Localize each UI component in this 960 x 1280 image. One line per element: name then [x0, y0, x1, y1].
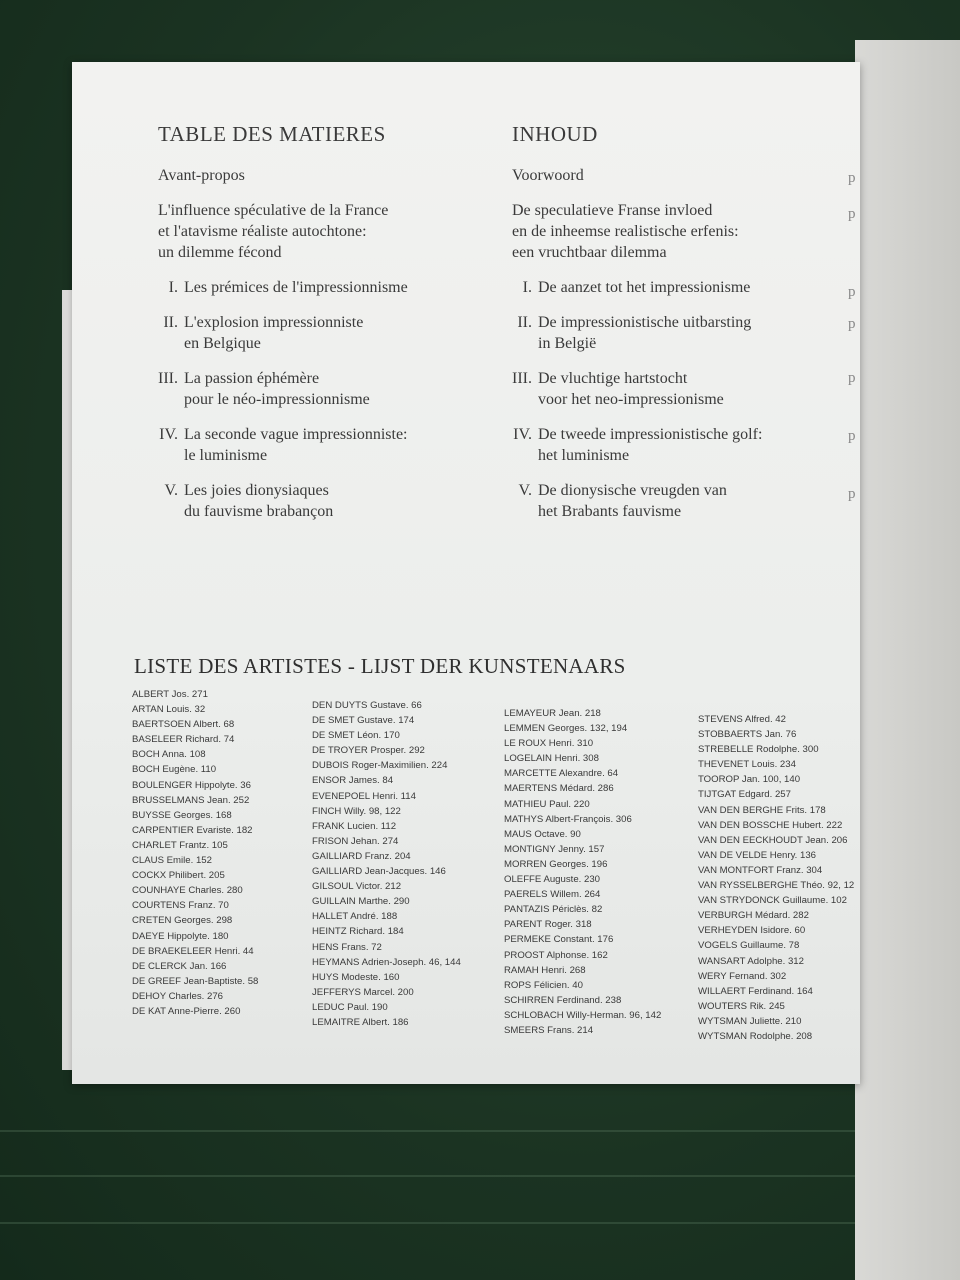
artist-entry: LEMMEN Georges. 132, 194	[504, 723, 628, 735]
toc-entry	[158, 368, 498, 410]
artist-entry: LEDUC Paul. 190	[312, 1001, 388, 1013]
toc-dutch	[512, 122, 852, 536]
artist-entry: GILSOUL Victor. 212	[312, 881, 402, 893]
toc-entry-text: in België	[538, 335, 597, 352]
toc-entry-text: La seconde vague impressionniste:	[184, 426, 408, 443]
artist-entry: BRUSSELMANS Jean. 252	[132, 794, 250, 806]
artist-entry: ARTAN Louis. 32	[132, 704, 206, 716]
toc-entry-number: I.	[522, 279, 532, 296]
artist-entry: WILLAERT Ferdinand. 164	[698, 985, 813, 997]
toc-entry-text: een vruchtbaar dilemma	[512, 244, 667, 261]
page-number-mark: p	[848, 370, 856, 386]
artist-entry: DAEYE Hippolyte. 180	[132, 930, 229, 942]
artist-entry: ROPS Félicien. 40	[504, 979, 583, 991]
toc-entry-text: le luminisme	[184, 447, 268, 464]
toc-entry-text: voor het neo-impressionisme	[538, 391, 724, 408]
toc-entry	[512, 165, 852, 186]
artist-entry: COURTENS Franz. 70	[132, 900, 229, 912]
toc-entry	[158, 480, 498, 522]
artist-entry: VAN DEN EECKHOUDT Jean. 206	[698, 834, 848, 846]
toc-entry-text: het Brabants fauvisme	[538, 503, 682, 520]
toc-entry-text: het luminisme	[538, 447, 630, 464]
toc-entry	[158, 312, 498, 354]
page-number-mark: p	[848, 316, 856, 332]
facing-page-edge	[855, 40, 960, 1280]
artist-entry: VAN DEN BERGHE Frits. 178	[698, 804, 826, 816]
artist-entry: OLEFFE Auguste. 230	[504, 874, 600, 886]
toc-entry	[158, 200, 498, 263]
artists-column-3	[504, 706, 661, 1038]
toc-entry-text: du fauvisme brabançon	[184, 503, 334, 520]
artist-entry: BOCH Anna. 108	[132, 749, 206, 761]
artist-entry: DEN DUYTS Gustave. 66	[312, 700, 422, 711]
toc-entry	[512, 480, 852, 522]
toc-entry-number: IV.	[513, 426, 532, 443]
toc-entry-text: De speculatieve Franse invloed	[512, 202, 713, 219]
artist-entry: HEYMANS Adrien-Joseph. 46, 144	[312, 956, 461, 968]
toc-entry	[512, 424, 852, 466]
page-number-mark: p	[848, 170, 856, 186]
artist-entry: MARCETTE Alexandre. 64	[504, 768, 619, 780]
toc-dutch-title: INHOUD	[512, 122, 598, 146]
artist-entry: ENSOR James. 84	[312, 775, 394, 787]
artist-entry: COUNHAYE Charles. 280	[132, 885, 243, 897]
toc-entry	[158, 165, 498, 186]
page-number-mark: p	[848, 486, 856, 502]
toc-entry-text: en Belgique	[184, 335, 261, 352]
artist-entry: EVENEPOEL Henri. 114	[312, 790, 416, 802]
toc-entry-number: V.	[518, 482, 532, 499]
artists-column-4	[698, 712, 854, 1044]
toc-entry	[158, 424, 498, 466]
artist-entry: BOCH Eugène. 110	[132, 764, 217, 776]
artist-entry: MAERTENS Médard. 286	[504, 783, 614, 795]
artist-entry: DE GREEF Jean-Baptiste. 58	[132, 975, 259, 987]
artist-entry: WYTSMAN Rodolphe. 208	[698, 1030, 813, 1042]
artists-column-2	[312, 698, 461, 1030]
toc-entry-number: IV.	[159, 426, 178, 443]
artist-entry: VERBURGH Médard. 282	[698, 910, 809, 922]
artist-entry: WYTSMAN Juliette. 210	[698, 1015, 802, 1027]
artist-entry: LEMAITRE Albert. 186	[312, 1016, 409, 1028]
page-number-mark: p	[848, 284, 856, 300]
toc-entry-text: Les joies dionysiaques	[184, 482, 329, 499]
artist-entry: STEVENS Alfred. 42	[698, 714, 786, 725]
artist-entry: TOOROP Jan. 100, 140	[698, 774, 801, 786]
toc-entry-text: L'explosion impressionniste	[184, 314, 364, 331]
artist-entry: DE BRAEKELEER Henri. 44	[132, 945, 254, 957]
toc-entry-number: I.	[168, 279, 178, 296]
toc-entry-text: Voorwoord	[512, 167, 584, 184]
artist-entry: MORREN Georges. 196	[504, 858, 608, 870]
artist-entry: VAN STRYDONCK Guillaume. 102	[698, 895, 847, 907]
artist-entry: WOUTERS Rik. 245	[698, 1000, 785, 1012]
page-number-mark: p	[848, 206, 856, 222]
artist-entry: CRETEN Georges. 298	[132, 915, 233, 927]
felt-stitch-line	[0, 1175, 960, 1177]
artist-entry: GAILLIARD Franz. 204	[312, 850, 411, 862]
artist-entry: JEFFERYS Marcel. 200	[312, 986, 414, 998]
artist-entry: STOBBAERTS Jan. 76	[698, 729, 797, 741]
artist-entry: DE TROYER Prosper. 292	[312, 745, 425, 757]
artist-entry: DEHOY Charles. 276	[132, 990, 224, 1002]
toc-entry-text: De impressionistische uitbarsting	[538, 314, 752, 331]
toc-entry-number: III.	[512, 370, 532, 387]
toc-entry-number: III.	[158, 370, 178, 387]
artist-entry: GAILLIARD Jean-Jacques. 146	[312, 866, 446, 878]
artist-entry: STREBELLE Rodolphe. 300	[698, 744, 819, 756]
toc-entry-text: pour le néo-impressionnisme	[184, 391, 370, 408]
artist-entry: TIJTGAT Edgard. 257	[698, 789, 791, 801]
toc-french-title: TABLE DES MATIERES	[158, 122, 386, 146]
artist-entry: MONTIGNY Jenny. 157	[504, 843, 605, 855]
artist-entry: VAN DE VELDE Henry. 136	[698, 849, 817, 861]
artist-entry: MATHYS Albert-François. 306	[504, 813, 632, 825]
artist-entry: PARENT Roger. 318	[504, 919, 592, 931]
artist-entry: SCHLOBACH Willy-Herman. 96, 142	[504, 1009, 662, 1021]
toc-entry-number: II.	[517, 314, 532, 331]
artist-entry: DUBOIS Roger-Maximilien. 224	[312, 760, 448, 772]
artist-entry: PANTAZIS Périclès. 82	[504, 904, 603, 916]
toc-entry-text: un dilemme fécond	[158, 244, 282, 261]
artist-entry: VERHEYDEN Isidore. 60	[698, 925, 806, 937]
toc-french-entries	[158, 165, 498, 522]
artist-entry: VAN MONTFORT Franz. 304	[698, 864, 823, 876]
toc-dutch-entries	[512, 165, 852, 522]
artist-entry: DE SMET Gustave. 174	[312, 715, 415, 727]
artist-entry: MATHIEU Paul. 220	[504, 798, 590, 810]
artist-entry: HALLET André. 188	[312, 911, 398, 923]
artist-entry: VOGELS Guillaume. 78	[698, 940, 800, 952]
toc-entry	[158, 277, 498, 298]
artist-entry: HENS Frans. 72	[312, 941, 382, 953]
toc-entry-text: L'influence spéculative de la France	[158, 202, 389, 219]
artist-entry: VAN RYSSELBERGHE Théo. 92, 12	[698, 880, 855, 892]
artist-entry: SMEERS Frans. 214	[504, 1024, 594, 1036]
toc-entry-text: Les prémices de l'impressionnisme	[184, 279, 408, 296]
toc-entry	[512, 200, 852, 263]
artist-entry: FINCH Willy. 98, 122	[312, 805, 401, 817]
artist-entry: DE CLERCK Jan. 166	[132, 960, 227, 972]
artist-entry: FRANK Lucien. 112	[312, 820, 397, 832]
toc-entry-text: Avant-propos	[158, 167, 245, 184]
artist-entry: WANSART Adolphe. 312	[698, 955, 804, 967]
artist-entry: CARPENTIER Evariste. 182	[132, 824, 253, 836]
toc-entry-text: La passion éphémère	[184, 370, 320, 387]
felt-stitch-line	[0, 1222, 960, 1224]
artist-entry: LEMAYEUR Jean. 218	[504, 708, 601, 719]
toc-entry-text: De tweede impressionistische golf:	[538, 426, 763, 443]
artist-entry: VAN DEN BOSSCHE Hubert. 222	[698, 819, 843, 831]
artist-entry: HEINTZ Richard. 184	[312, 926, 404, 938]
artists-column-1	[132, 687, 258, 1019]
artist-entry: LOGELAIN Henri. 308	[504, 753, 599, 765]
toc-entry-number: V.	[164, 482, 178, 499]
artist-entry: RAMAH Henri. 268	[504, 964, 586, 976]
artist-entry: DE KAT Anne-Pierre. 260	[132, 1005, 241, 1017]
toc-entry-number: II.	[163, 314, 178, 331]
toc-entry	[512, 312, 852, 354]
artist-entry: DE SMET Léon. 170	[312, 730, 400, 742]
artist-entry: LE ROUX Henri. 310	[504, 738, 594, 750]
artists-list-title: LISTE DES ARTISTES - LIJST DER KUNSTENAARS	[134, 654, 626, 678]
toc-entry-text: et l'atavisme réaliste autochtone:	[158, 223, 367, 240]
artist-entry: COCKX Philibert. 205	[132, 870, 225, 882]
artist-entry: BOULENGER Hippolyte. 36	[132, 779, 251, 791]
artist-entry: CHARLET Frantz. 105	[132, 839, 228, 851]
artist-entry: BAERTSOEN Albert. 68	[132, 719, 235, 731]
artist-entry: FRISON Jehan. 274	[312, 835, 399, 847]
artist-entry: HUYS Modeste. 160	[312, 971, 400, 983]
artist-entry: PERMEKE Constant. 176	[504, 934, 614, 946]
toc-entry	[512, 368, 852, 410]
artist-entry: BASELEER Richard. 74	[132, 734, 235, 746]
toc-entry-text: en de inheemse realistische erfenis:	[512, 223, 739, 240]
artist-entry: PAERELS Willem. 264	[504, 889, 601, 901]
felt-stitch-line	[0, 1130, 960, 1132]
artist-entry: THEVENET Louis. 234	[698, 759, 796, 771]
artist-entry: MAUS Octave. 90	[504, 828, 581, 840]
toc-entry-text: De dionysische vreugden van	[538, 482, 727, 499]
book-page	[72, 62, 860, 1084]
artist-entry: ALBERT Jos. 271	[132, 689, 208, 700]
artist-entry: CLAUS Emile. 152	[132, 855, 212, 867]
artist-entry: PROOST Alphonse. 162	[504, 949, 608, 961]
artist-entry: WERY Fernand. 302	[698, 970, 787, 982]
page-number-mark: p	[848, 428, 856, 444]
artist-entry: SCHIRREN Ferdinand. 238	[504, 994, 622, 1006]
artist-entry: BUYSSE Georges. 168	[132, 809, 232, 821]
artist-entry: GUILLAIN Marthe. 290	[312, 896, 410, 908]
toc-entry	[512, 277, 852, 298]
toc-entry-text: De vluchtige hartstocht	[538, 370, 688, 387]
toc-entry-text: De aanzet tot het impressionisme	[538, 279, 751, 296]
toc-french	[158, 122, 498, 536]
